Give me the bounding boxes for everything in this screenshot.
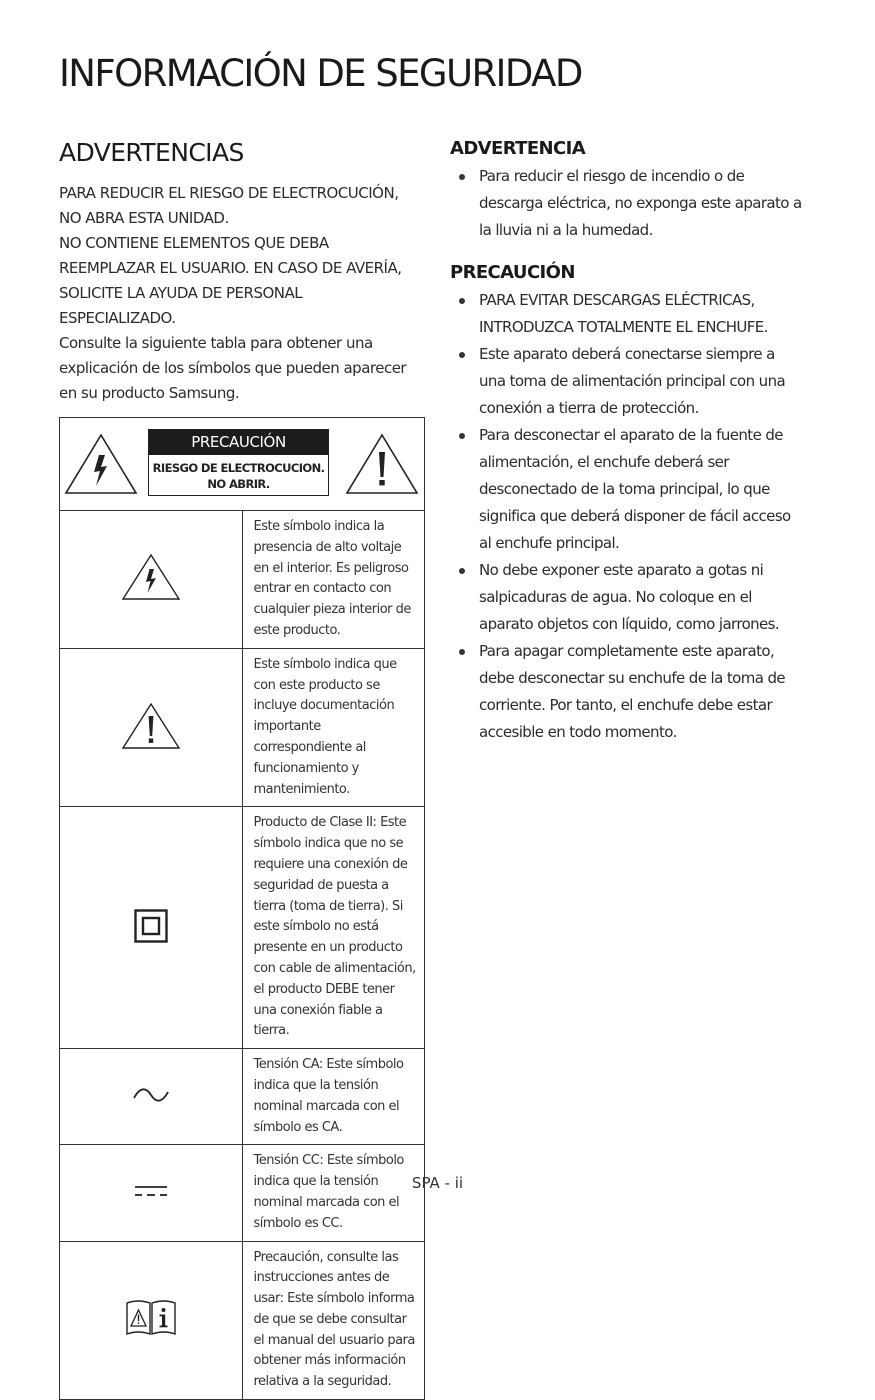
caution-text [149,460,328,492]
item-line: Para reducir el riesgo de incendio o de [479,167,745,185]
item-line: corriente. Por tanto, el enchufe debe estar [479,696,773,714]
symbol-icon-cell [60,1049,243,1145]
page-title: INFORMACIÓN DE SEGURIDAD [59,52,582,95]
item-line: significa que deberá disponer de fácil acceso [479,507,791,525]
double-square-icon [134,909,168,943]
item-line: una toma de alimentación principal con una [479,372,786,390]
page-footer: SPA - ii [411,1174,464,1192]
item-line: No debe exponer este aparato a gotas ni [479,561,764,579]
item-line: debe desconectar su enchufe de la toma de [479,669,786,687]
intro-line: NO ABRA ESTA UNIDAD. [59,209,229,227]
right-column [450,138,820,746]
warnings-section [59,138,427,406]
caution-line: NO ABRIR. [207,477,270,491]
symbol-icon-cell [60,807,243,1049]
symbol-description: Este símbolo indica la presencia de alto voltaje en el interior. Es peligroso entrar en contacto con cualquier pieza interior de este producto. [242,511,425,649]
list-item [450,557,820,638]
intro-line: en su producto Samsung. [59,384,240,402]
intro-line: Consulte la siguiente tabla para obtener una [59,334,373,352]
item-line: Para desconectar el aparato de la fuente de [479,426,783,444]
caution-header-cell [60,418,425,511]
lightning-warning-icon [63,432,139,496]
exclamation-warning-icon [120,701,182,751]
precaucion-heading: PRECAUCIÓN [450,262,575,283]
list-item [450,287,820,341]
symbol-icon-cell [60,1241,243,1400]
intro-line: REEMPLAZAR EL USUARIO. EN CASO DE AVERÍA, [59,259,402,277]
precaucion-list [450,287,820,746]
item-line: descarga eléctrica, no exponga este aparato a [479,194,802,212]
manual-info-icon [124,1299,178,1337]
intro-line: PARA REDUCIR EL RIESGO DE ELECTROCUCIÓN, [59,184,399,202]
symbols-table [59,417,425,1400]
advertencia-list [450,163,820,244]
symbol-description: Tensión CC: Este símbolo indica que la tensión nominal marcada con el símbolo es CC. [242,1145,425,1241]
item-line: al enchufe principal. [479,534,620,552]
item-line: accesible en todo momento. [479,723,677,741]
warnings-intro [59,181,427,406]
caution-label-box [148,429,329,496]
item-line: desconectado de la toma principal, lo que [479,480,770,498]
symbol-description: Precaución, consulte las instrucciones antes de usar: Este símbolo informa de que se debe consultar el manual del usuario para obtener más información relativa a la seguridad. [242,1241,425,1400]
item-line: aparato objetos con líquido, como jarrones. [479,615,780,633]
intro-line: SOLICITE LA AYUDA DE PERSONAL [59,284,303,302]
list-item [450,638,820,746]
symbol-description: Producto de Clase II: Este símbolo indica que no se requiere una conexión de seguridad de puesta a tierra (toma de tierra). Si este símbolo no está presente en un producto con cable de alimentación, el producto DEBE tener una conexión fiable a tierra. [242,807,425,1049]
item-line: PARA EVITAR DESCARGAS ELÉCTRICAS, [479,291,755,309]
caution-line: RIESGO DE ELECTROCUCION. [152,461,325,475]
item-line: Este aparato deberá conectarse siempre a [479,345,775,363]
list-item [450,341,820,422]
item-line: INTRODUZCA TOTALMENTE EL ENCHUFE. [479,318,768,336]
list-item [450,163,820,244]
warnings-heading: ADVERTENCIAS [59,138,244,167]
lightning-warning-icon [120,552,182,602]
advertencia-heading: ADVERTENCIA [450,138,586,159]
item-line: salpicaduras de agua. No coloque en el [479,588,752,606]
symbol-icon-cell [60,511,243,649]
ac-wave-icon [132,1088,170,1102]
list-item [450,422,820,557]
item-line: Para apagar completamente este aparato, [479,642,775,660]
symbol-icon-cell [60,648,243,807]
symbol-icon-cell [60,1145,243,1241]
item-line: alimentación, el enchufe deberá ser [479,453,729,471]
symbol-description: Este símbolo indica que con este producto se incluye documentación importante correspondiente al funcionamiento y mantenimiento. [242,648,425,807]
intro-line: ESPECIALIZADO. [59,309,176,327]
intro-line: explicación de los símbolos que pueden aparecer [59,359,407,377]
item-line: conexión a tierra de protección. [479,399,699,417]
exclamation-warning-icon [344,432,420,496]
intro-line: NO CONTIENE ELEMENTOS QUE DEBA [59,234,329,252]
symbol-description: Tensión CA: Este símbolo indica que la tensión nominal marcada con el símbolo es CA. [242,1049,425,1145]
caution-title: PRECAUCIÓN [149,430,328,455]
item-line: la lluvia ni a la humedad. [479,221,653,239]
